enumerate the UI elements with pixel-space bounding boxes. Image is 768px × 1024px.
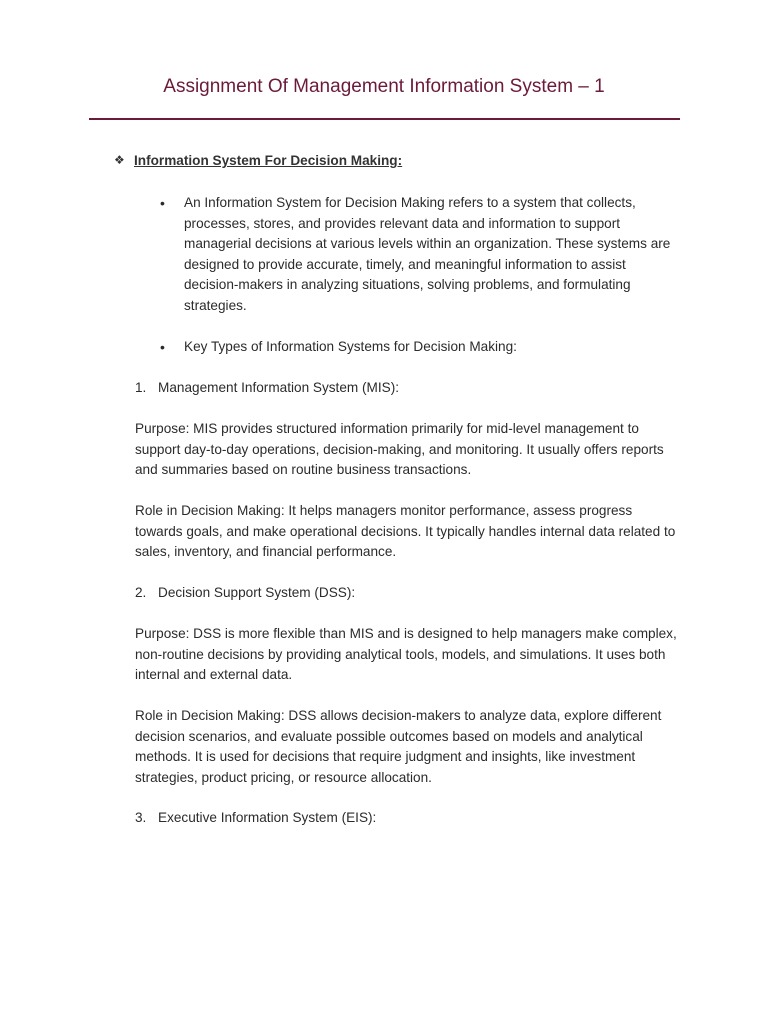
- bullet-item: [160, 337, 680, 358]
- page-title: Assignment Of Management Information System – 1: [163, 76, 605, 97]
- mis-role-paragraph: Role in Decision Making: It helps managers monitor performance, assess progress towards goals, and make operational decisions. It typically handles internal data related to sales, inventory, and financial performance.: [135, 503, 676, 559]
- bullet-item: [160, 193, 680, 316]
- item-number: 3.: [135, 810, 147, 825]
- item-number: 1.: [135, 380, 147, 395]
- bullet-dot-icon: •: [160, 339, 165, 355]
- bullet-text: Key Types of Information Systems for Decision Making:: [184, 339, 517, 354]
- numbered-item-mis: [135, 378, 399, 399]
- dss-purpose-paragraph: Purpose: DSS is more flexible than MIS and is designed to help managers make complex, non-routine decisions by providing analytical tools, models, and simulations. It uses both internal and external data.: [135, 626, 677, 682]
- mis-purpose-paragraph: Purpose: MIS provides structured information primarily for mid-level management to support day-to-day operations, decision-making, and monitoring. It usually offers reports and summaries based on routine business transactions.: [135, 421, 664, 477]
- bullet-dot-icon: •: [160, 195, 165, 211]
- title-divider: [89, 118, 680, 120]
- section-heading: [114, 153, 402, 168]
- section-heading-text: Information System For Decision Making:: [134, 153, 403, 168]
- bullet-text: An Information System for Decision Making refers to a system that collects, processes, stores, and provides relevant data and information to support managerial decisions at various levels within an organization. These systems are designed to provide accurate, timely, and meaningful information to assist decision-makers in analyzing situations, solving problems, and formulating strategies.: [184, 195, 671, 313]
- dss-role-paragraph: Role in Decision Making: DSS allows decision-makers to analyze data, explore different decision scenarios, and evaluate possible outcomes based on models and analytical methods. It is used for decisions that require judgment and insights, like investment strategies, product pricing, or resource allocation.: [135, 708, 662, 785]
- diamond-bullet-icon: ❖: [114, 153, 125, 167]
- item-label: Executive Information System (EIS):: [158, 810, 377, 825]
- numbered-item-dss: [135, 583, 355, 604]
- numbered-item-eis: [135, 808, 376, 829]
- item-label: Decision Support System (DSS):: [158, 585, 356, 600]
- item-number: 2.: [135, 585, 147, 600]
- item-label: Management Information System (MIS):: [158, 380, 399, 395]
